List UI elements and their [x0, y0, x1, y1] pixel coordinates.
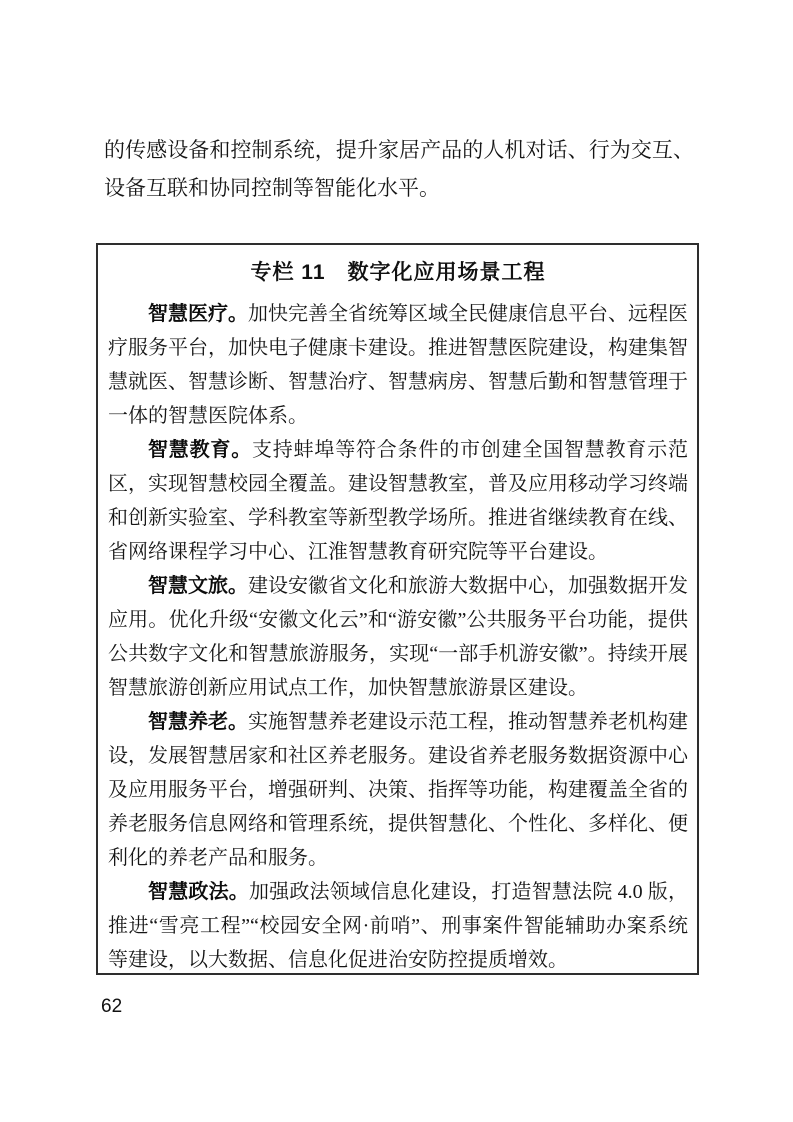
paragraph-lead: 智慧政法。	[148, 881, 249, 903]
box-paragraph-smart-education	[108, 433, 688, 569]
paragraph-lead: 智慧教育。	[148, 439, 252, 461]
paragraph-body: 加强政法领域信息化建设，打造智慧法院 4.0 版，推进“雪亮工程”“校园安全网·前哨”、刑事案件智能辅助办案系统等建设，以大数据、信息化促进治安防控提质增效。	[108, 881, 689, 971]
paragraph-body: 建设安徽省文化和旅游大数据中心，加强数据开发应用。优化升级“安徽文化云”和“游安徽”公共服务平台功能，提供公共数字文化和智慧旅游服务，实现“一部手机游安徽”。持续开展智慧旅游创新应用试点工作，加快智慧旅游景区建设。	[108, 575, 688, 699]
page-number: 62	[101, 996, 123, 1017]
box-paragraph-smart-eldercare	[108, 705, 688, 875]
paragraph-body: 支持蚌埠等符合条件的市创建全国智慧教育示范区，实现智慧校园全覆盖。建设智慧教室，普及应用移动学习终端和创新实验室、学科教室等新型教学场所。推进省继续教育在线、省网络课程学习中心、江淮智慧教育研究院等平台建设。	[108, 439, 688, 563]
box-title: 专栏 11 数字化应用场景工程	[250, 261, 546, 284]
box-paragraph-smart-justice	[108, 875, 688, 977]
box-paragraph-smart-healthcare	[108, 297, 688, 433]
feature-box	[96, 243, 699, 975]
paragraph-lead: 智慧文旅。	[148, 575, 248, 597]
box-paragraph-smart-tourism	[108, 569, 688, 705]
paragraph-lead: 智慧养老。	[148, 711, 248, 733]
intro-paragraph: 的传感设备和控制系统，提升家居产品的人机对话、行为交互、设备互联和协同控制等智能化水平。	[104, 138, 694, 200]
paragraph-body: 加快完善全省统筹区域全民健康信息平台、远程医疗服务平台，加快电子健康卡建设。推进智慧医院建设，构建集智慧就医、智慧诊断、智慧治疗、智慧病房、智慧后勤和智慧管理于一体的智慧医院体系。	[108, 303, 688, 427]
paragraph-lead: 智慧医疗。	[148, 303, 248, 325]
paragraph-body: 实施智慧养老建设示范工程，推动智慧养老机构建设，发展智慧居家和社区养老服务。建设省养老服务数据资源中心及应用服务平台，增强研判、决策、指挥等功能，构建覆盖全省的养老服务信息网络和管理系统，提供智慧化、个性化、多样化、便利化的养老产品和服务。	[108, 711, 688, 869]
